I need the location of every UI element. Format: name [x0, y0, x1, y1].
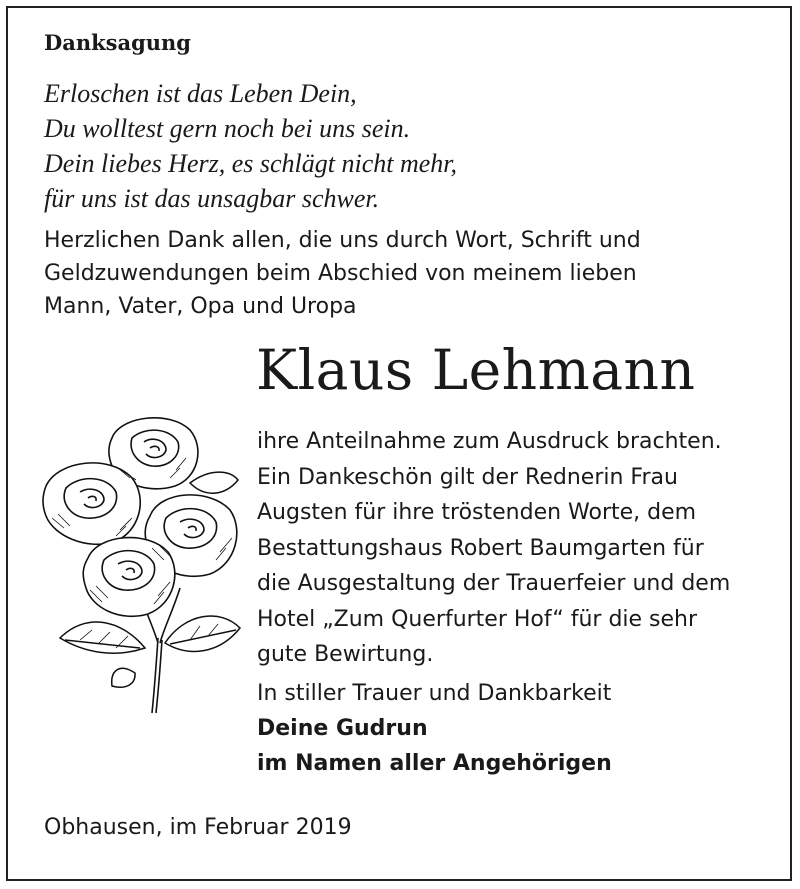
- intro-line: Mann, Vater, Opa und Uropa: [44, 294, 357, 319]
- poem: [44, 76, 457, 216]
- poem-line: Dein liebes Herz, es schlägt nicht mehr,: [44, 149, 458, 178]
- poem-line: Du wolltest gern noch bei uns sein.: [44, 114, 411, 143]
- signatory-name: Deine Gudrun: [257, 716, 428, 741]
- body-line: ihre Anteilnahme zum Ausdruck brachten.: [257, 429, 722, 454]
- body-line: Hotel „Zum Querfurter Hof“ für die sehr: [257, 606, 698, 632]
- signatory-relatives: im Namen aller Angehörigen: [257, 751, 612, 776]
- poem-line: Erloschen ist das Leben Dein,: [44, 79, 357, 108]
- body-line: die Ausgestaltung der Trauerfeier und dem: [257, 571, 731, 596]
- intro-line: Herzlichen Dank allen, die uns durch Wort, Schrift und: [44, 228, 641, 253]
- closing-block: [257, 676, 612, 781]
- poem-line: für uns ist das unsagbar schwer.: [44, 184, 380, 213]
- notice-heading: Danksagung: [44, 30, 191, 55]
- intro-text: [44, 224, 764, 323]
- body-line: gute Bewirtung.: [257, 642, 434, 667]
- place-date: Obhausen, im Februar 2019: [44, 815, 352, 840]
- deceased-name: Klaus Lehmann: [256, 338, 696, 402]
- roses-icon: [40, 408, 245, 718]
- closing-line: In stiller Trauer und Dankbarkeit: [257, 681, 612, 706]
- body-line: Bestattungshaus Robert Baumgarten für: [257, 535, 704, 561]
- body-text: [257, 424, 777, 673]
- intro-line: Geldzuwendungen beim Abschied von meinem lieben: [44, 261, 637, 286]
- body-line: Ein Dankeschön gilt der Rednerin Frau: [257, 464, 678, 490]
- body-line: Augsten für ihre tröstenden Worte, dem: [257, 500, 697, 525]
